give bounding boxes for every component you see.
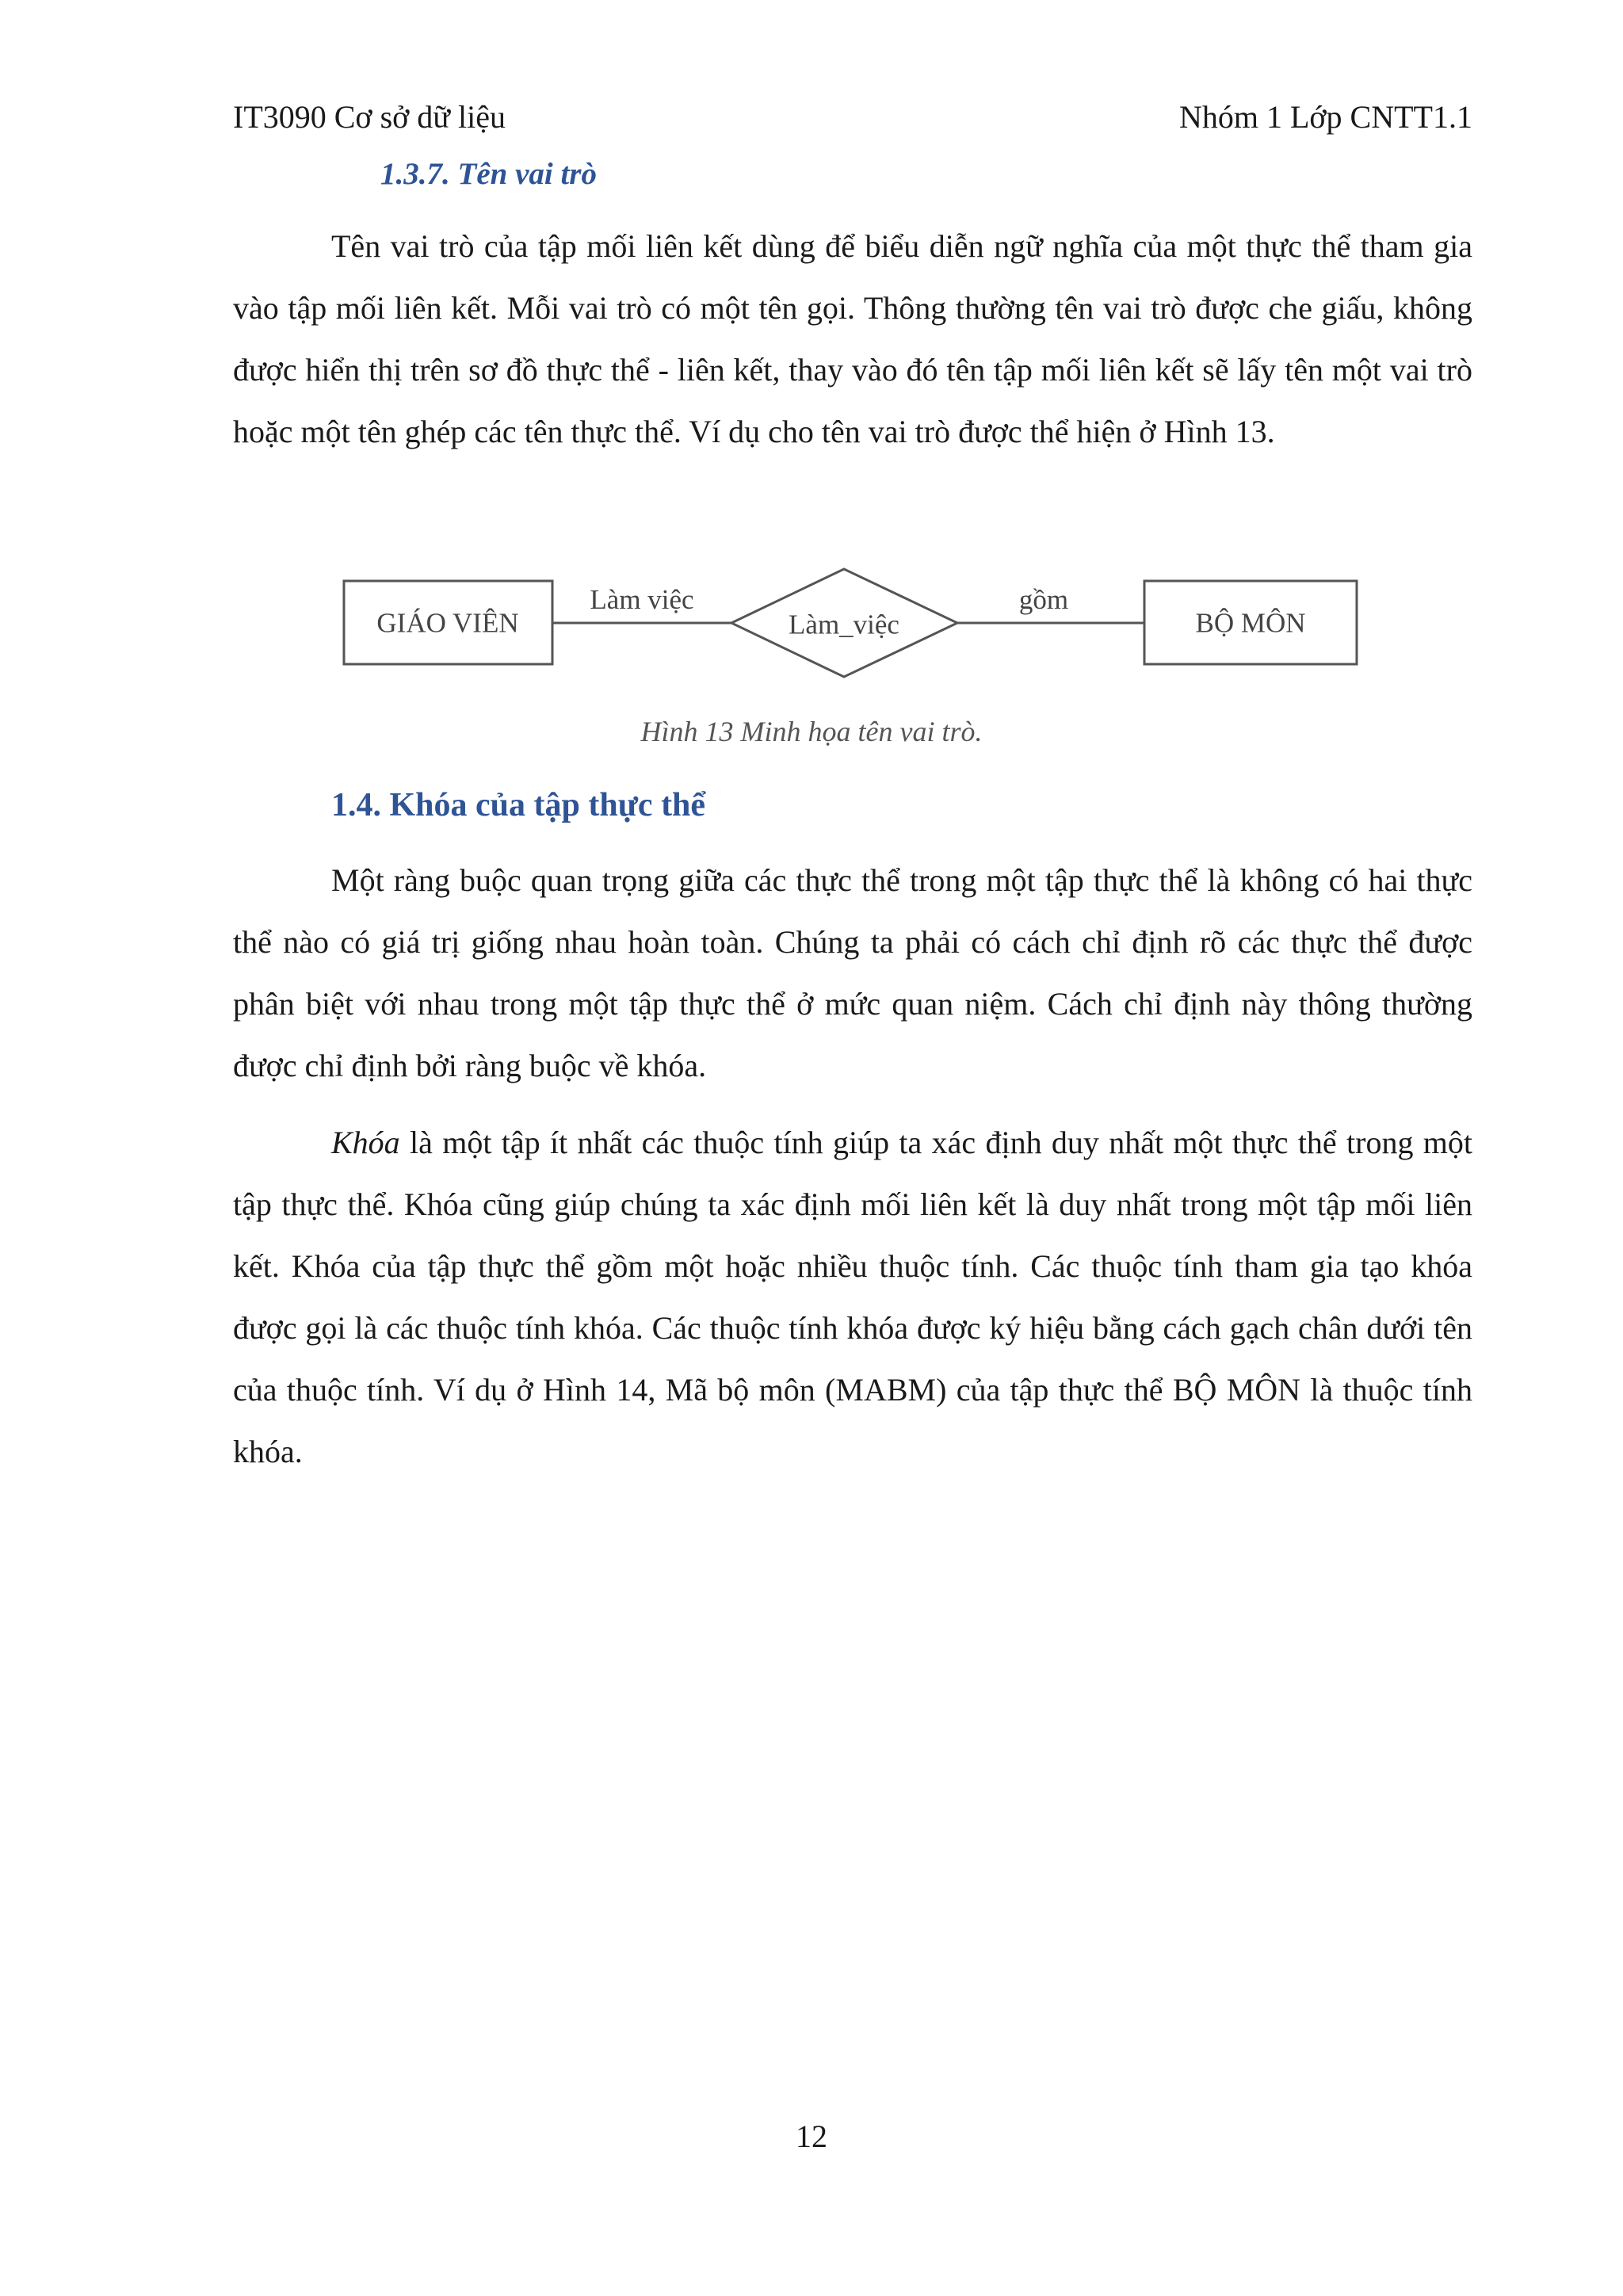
key-term: Khóa bbox=[331, 1125, 400, 1160]
header-group-class: Nhóm 1 Lớp CNTT1.1 bbox=[1178, 99, 1472, 135]
role-left-label: Làm việc bbox=[590, 584, 694, 615]
section-heading: 1.4. Khóa của tập thực thể bbox=[331, 787, 706, 823]
figure-caption: Hình 13 Minh họa tên vai trò. bbox=[640, 716, 983, 747]
er-diagram-figure bbox=[333, 561, 1379, 688]
key-definition-paragraph bbox=[233, 1112, 1472, 1483]
key-constraint-paragraph: Một ràng buộc quan trọng giữa các thực thể trong một tập thực thể là không có hai thực thể nào có giá trị giống nhau hoàn toàn. Chúng ta phải có cách chỉ định rõ các thực thể được phân biệt với nhau trong một tập thực thể ở mức quan niệm. Cách chỉ định này thông thường được chỉ định bởi ràng buộc về khóa. bbox=[233, 862, 1472, 1083]
key-definition-text: là một tập ít nhất các thuộc tính giúp ta xác định duy nhất một thực thể trong một tập thực thể. Khóa cũng giúp chúng ta xác định mối liên kết là duy nhất trong một tập mối liên kết. Khóa của tập thực thể gồm một hoặc nhiều thuộc tính. Các thuộc tính tham gia tạo khóa được gọi là các thuộc tính khóa. Các thuộc tính khóa được ký hiệu bằng cách gạch chân dưới tên của thuộc tính. Ví dụ ở Hình 14, Mã bộ môn (MABM) của tập thực thể BỘ MÔN là thuộc tính khóa. bbox=[233, 1125, 1472, 1469]
role-name-paragraph: Tên vai trò của tập mối liên kết dùng để biểu diễn ngữ nghĩa của một thực thể tham gia vào tập mối liên kết. Mỗi vai trò có một tên gọi. Thông thường tên vai trò được che giấu, không được hiển thị trên sơ đồ thực thể - liên kết, thay vào đó tên tập mối liên kết sẽ lấy tên một vai trò hoặc một tên ghép các tên thực thể. Ví dụ cho tên vai trò được thể hiện ở Hình 13. bbox=[233, 228, 1472, 449]
relationship-label: Làm_việc bbox=[789, 609, 899, 640]
entity-left-label: GIÁO VIÊN bbox=[376, 607, 519, 639]
header-course-title: IT3090 Cơ sở dữ liệu bbox=[233, 99, 506, 135]
role-right-label: gồm bbox=[1018, 584, 1069, 615]
subsection-heading: 1.3.7. Tên vai trò bbox=[380, 157, 597, 191]
page-number: 12 bbox=[796, 2118, 827, 2154]
er-diagram bbox=[333, 561, 1379, 688]
entity-right-label: BỘ MÔN bbox=[1195, 607, 1306, 639]
